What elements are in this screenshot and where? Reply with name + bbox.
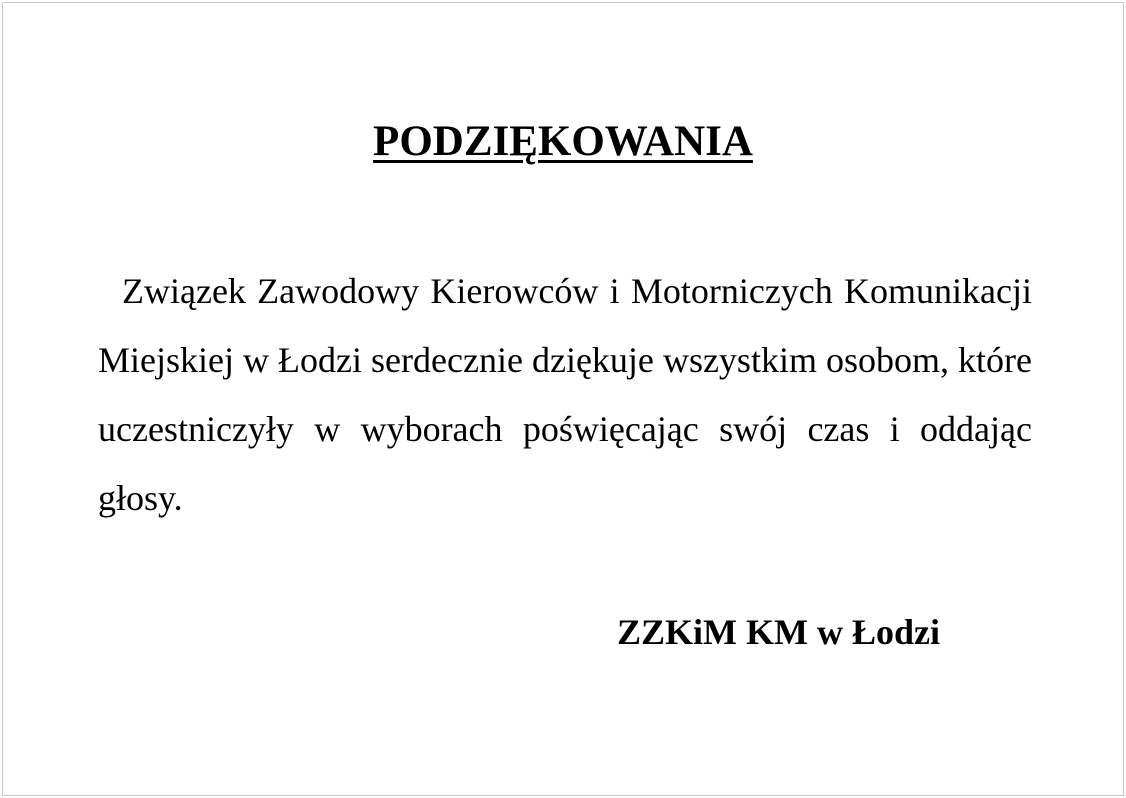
page-title-text: PODZIĘKOWANIA: [373, 118, 753, 165]
signature: ZZKiM KM w Łodzi: [617, 612, 940, 652]
page-title: [3, 116, 1123, 168]
body-paragraph: Związek Zawodowy Kierowców i Motorniczych Komunikacji Miejskiej w Łodzi serdecznie dziękuje wszystkim osobom, które uczestniczyły w wyborach poświęcając swój czas i oddając głosy.: [98, 271, 1032, 518]
document-page: [2, 2, 1124, 796]
